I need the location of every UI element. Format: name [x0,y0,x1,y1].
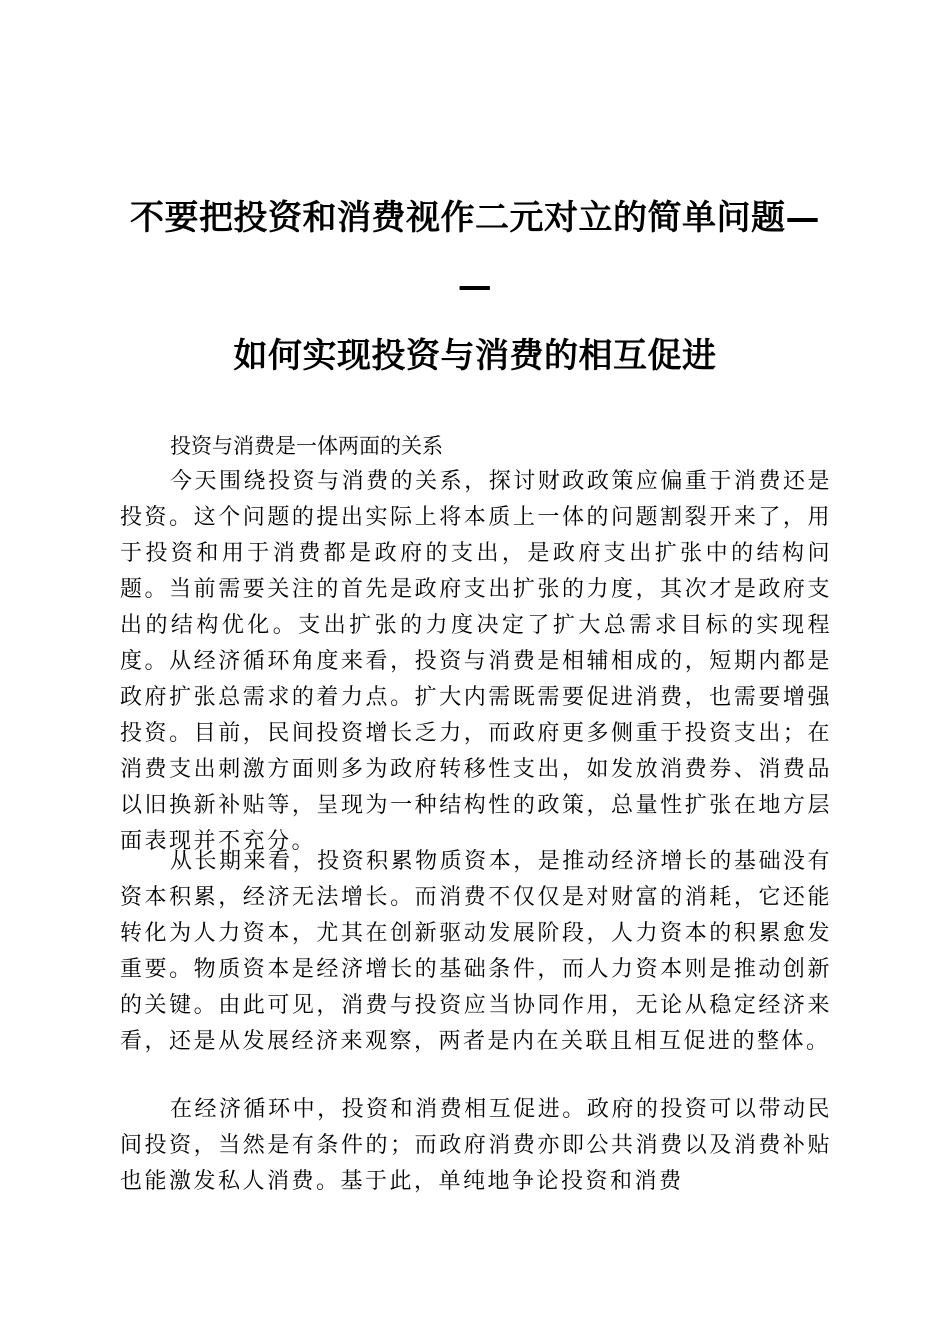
body-paragraph-2: 从长期来看，投资积累物质资本，是推动经济增长的基础没有资本积累，经济无法增长。而消费不仅仅是对财富的消耗，它还能转化为人力资本，尤其在创新驱动发展阶段，人力资本的积累愈发重要。物质资本是经济增长的基础条件，而人力资本则是推动创新的关键。由此可见，消费与投资应当协同作用，无论从稳定经济来看，还是从发展经济来观察，两者是内在关联且相互促进的整体。 [120,849,832,1054]
document-title-line-2: — [457,266,493,306]
document-subtitle: 如何实现投资与消费的相互促进 [233,336,717,376]
body-paragraph-3: 在经济循环中，投资和消费相互促进。政府的投资可以带动民间投资，当然是有条件的；而政府消费亦即公共消费以及消费补贴也能激发私人消费。基于此，单纯地争论投资和消费 [120,1097,832,1194]
body-paragraph-1: 今天围绕投资与消费的关系，探讨财政政策应偏重于消费还是投资。这个问题的提出实际上将本质上一体的问题割裂开来了，用于投资和用于消费都是政府的支出，是政府支出扩张中的结构问题。当前需要关注的首先是政府支出扩张的力度，其次才是政府支出的结构优化。支出扩张的力度决定了扩大总需求目标的实现程度。从经济循环角度来看，投资与消费是相辅相成的，短期内都是政府扩张总需求的着力点。扩大内需既需要促进消费，也需要增强投资。目前，民间投资增长乏力，而政府更多侧重于投资支出；在消费支出刺激方面则多为政府转移性支出，如发放消费券、消费品以旧换新补贴等，呈现为一种结构性的政策，总量性扩张在地方层面表现并不充分。 [120,469,832,854]
section-heading: 投资与消费是一体两面的关系 [170,434,443,458]
document-title-line-1: 不要把投资和消费视作二元对立的简单问题— [130,198,820,238]
